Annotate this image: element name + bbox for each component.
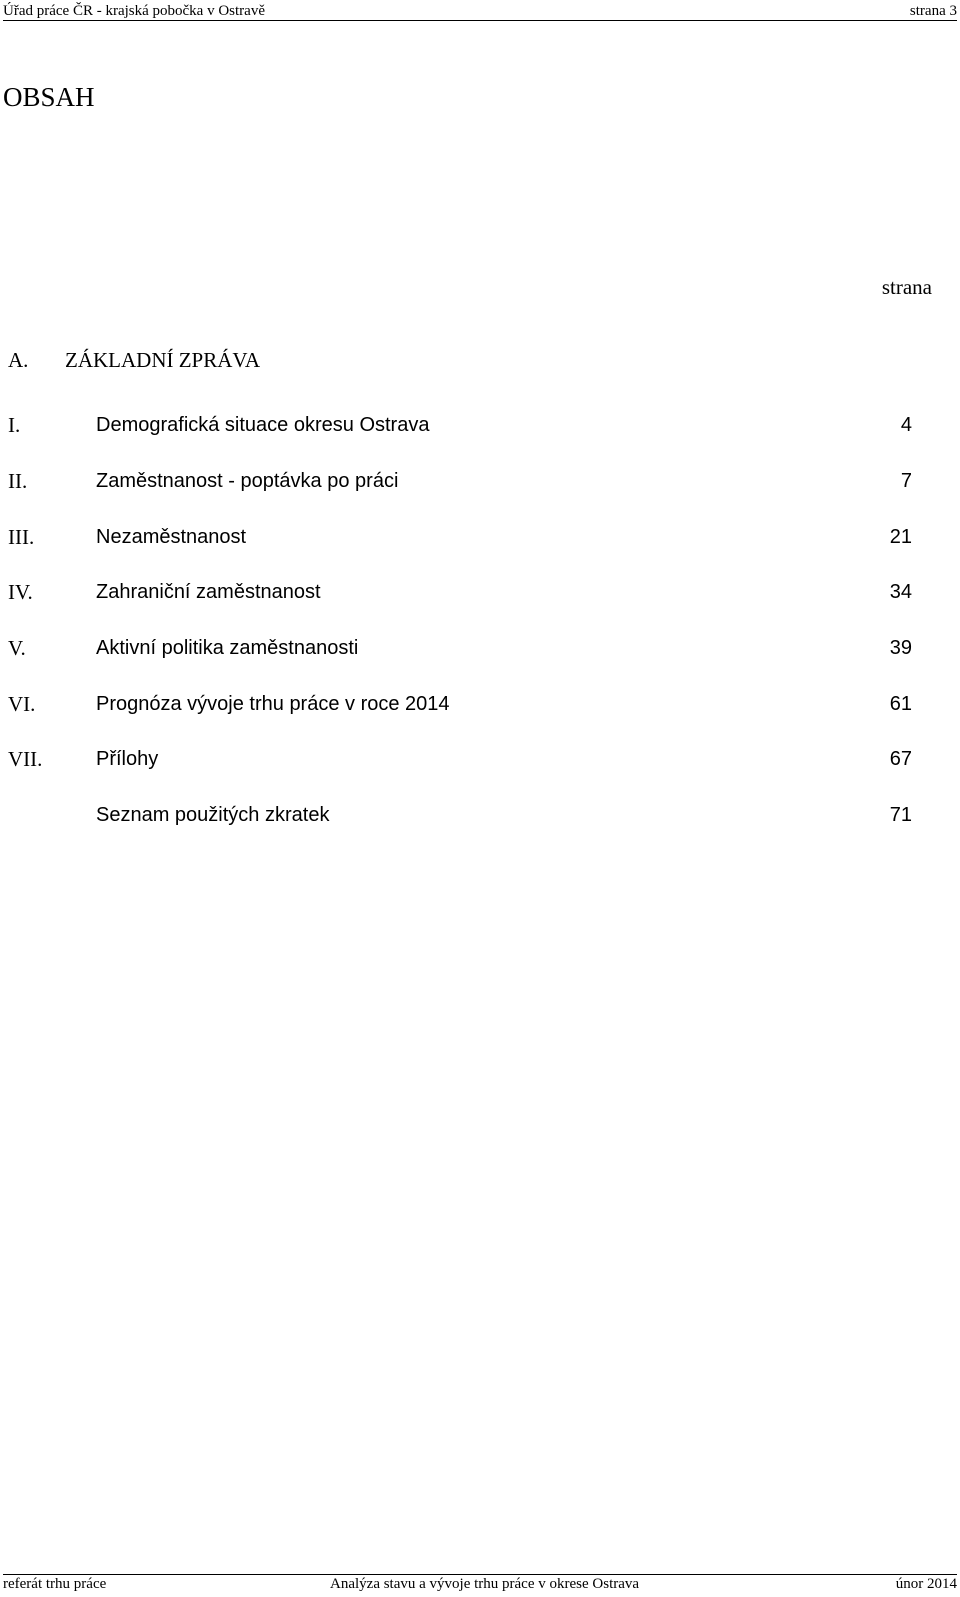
toc-entry-number: VI. [8,692,36,716]
toc-entry-label: Demografická situace okresu Ostrava [96,414,430,436]
toc-entry-label: Zaměstnanost - poptávka po práci [96,470,399,492]
section-label: ZÁKLADNÍ ZPRÁVA [65,348,261,372]
toc-entry-number: V. [8,636,26,660]
toc-entry-number: VII. [8,747,43,771]
page-title: OBSAH [3,82,95,112]
toc-entry[interactable] [8,747,912,771]
toc-entry-label: Přílohy [96,748,159,770]
toc-entry-page: 67 [889,748,912,770]
toc-entry-label: Nezaměstnanost [96,526,247,548]
toc-entry-page: 7 [900,470,912,492]
toc-entry[interactable] [8,803,912,827]
toc-entry-page: 34 [889,581,912,603]
toc-entry[interactable] [8,692,912,716]
footer-date: únor 2014 [895,1576,957,1592]
section-letter: A. [8,348,29,372]
page-footer [3,1574,957,1593]
toc-entry[interactable] [8,525,912,549]
toc-entry[interactable] [8,636,912,660]
toc-entry-number: III. [8,525,35,549]
toc-entry-label: Seznam použitých zkratek [96,804,330,826]
toc-entry-label: Aktivní politika zaměstnanosti [96,637,359,659]
header-organization: Úřad práce ČR - krajská pobočka v Ostravě [3,3,265,19]
toc-entry-number: II. [8,469,28,493]
toc-entry-label: Prognóza vývoje trhu práce v roce 2014 [96,693,450,715]
header-page-number: strana 3 [909,3,957,19]
footer-department: referát trhu práce [3,1576,107,1592]
toc-entry-number: I. [8,413,21,437]
toc-entry[interactable] [8,469,912,493]
toc-entry-label: Zahraniční zaměstnanost [96,581,321,603]
toc-entry[interactable] [8,580,912,604]
toc-entry-page: 21 [889,526,912,548]
page-column-label: strana [881,275,932,299]
toc-entry-number: IV. [8,580,33,604]
toc-entry-page: 39 [889,637,912,659]
toc-entry-page: 71 [889,804,912,826]
toc-entry[interactable] [8,413,912,437]
footer-document-title: Analýza stavu a vývoje trhu práce v okrese Ostrava [330,1576,640,1592]
toc-entry-page: 61 [889,693,912,715]
page-header [3,3,957,21]
toc-entry-page: 4 [900,414,912,436]
